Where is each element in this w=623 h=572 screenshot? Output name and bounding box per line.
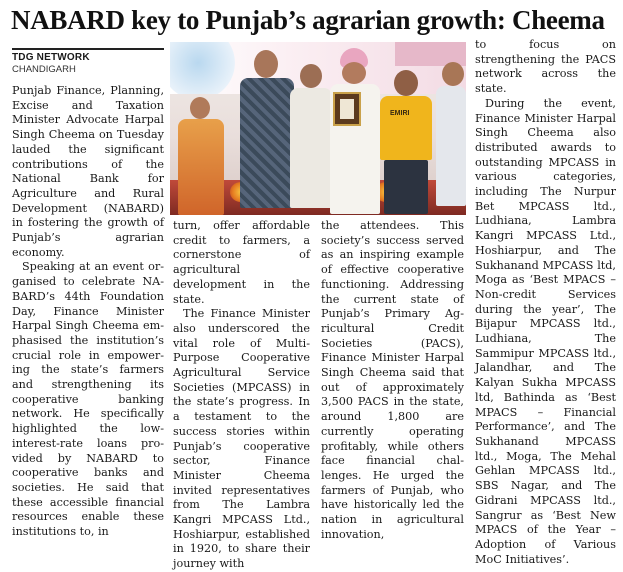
byline-place: CHANDIGARH — [12, 64, 76, 75]
byline-agency: TDG NETWORK — [12, 52, 90, 63]
paragraph: During the event, Finance Minister Harpal Singh Cheema also distributed awards to outstanding MPCASS in various categories, including The Nurpur Bet MPCASS ltd., Ludhiana, Lambra Kangri MPCASS Ltd., Hoshiarpur, and The Sukhanand MPCASS ltd, Moga as ‘Best MPACS – Non-credit Services during the year’, The Bijapur MPCASS ltd., Ludhiana, The Sammipur MPCASS ltd., Jalandhar, and The Kalyan Sukha MPCASS ltd, Bathinda as ‘Best MPACS – Financial Performance’, and The Sukhanand MPCASS ltd., Moga, The Mehal Gehlan MPCASS ltd., SBS Nagar, and The Gidrani MPCASS ltd., Sangrur as ‘Best New MPACS of the Year – Adoption of Various MoC Initiatives’. — [475, 96, 616, 566]
banner-logo-graphic — [170, 42, 240, 94]
article-column-1 — [12, 84, 164, 540]
event-photo — [170, 42, 466, 215]
paragraph: to focus on strengthening the PACS network across the state. — [475, 38, 616, 96]
paragraph: the attendees. This society’s success served as an inspiring example of effective cooperative functioning. Addressing the current state of Punjab’s Primary Agricultural Credit Societies (PACS), Finance Minister Harpal Singh Cheema said that out of approximately 3,500 PACS in the state, around 1,800 are currently operating profitably, while others face financial challenges. He urged the farmers of Punjab, who have historically led the nation in agricultural innovation, — [321, 219, 464, 541]
byline — [12, 48, 164, 76]
article-column-2 — [173, 219, 310, 572]
byline-rule — [12, 48, 164, 50]
paragraph: Speaking at an event organised to celebrate NABARD’s 44th Foundation Day, Finance Minister Harpal Singh Cheema emphasised the institution’s crucial role in empowering the state’s farmers and strengthening its cooperative banking network. He specifically highlighted the low-interest-rate loans provided by NABARD to cooperative banks and societies. He said that these accessible financial resources enable these institutions to, in — [12, 260, 164, 539]
paragraph: Punjab Finance, Planning, Excise and Taxation Minister Advocate Harpal Singh Cheema on Tuesday lauded the significant contributions of the National Bank for Agriculture and Rural Development (NABARD) in fostering the growth of Punjab’s agrarian economy. — [12, 84, 164, 259]
award-plaque — [333, 92, 361, 126]
article-column-4 — [475, 38, 616, 567]
paragraph: turn, offer affordable credit to farmers, a cornerstone of agricultural development in the state. — [173, 219, 310, 306]
shirt-lettering: EMIRI — [390, 110, 410, 117]
paragraph: The Finance Minister also underscored the vital role of Multi-Purpose Cooperative Agricultural Service Societies (MPCASS) in the state’s progress. In a testament to the success stories within Punjab’s cooperative sector, Finance Minister Cheema invited representatives from The Lambra Kangri MPCASS Ltd., Hoshiarpur, established in 1920, to share their journey with — [173, 307, 310, 571]
headline: NABARD key to Punjab’s agrarian growth: Cheema — [11, 5, 605, 35]
